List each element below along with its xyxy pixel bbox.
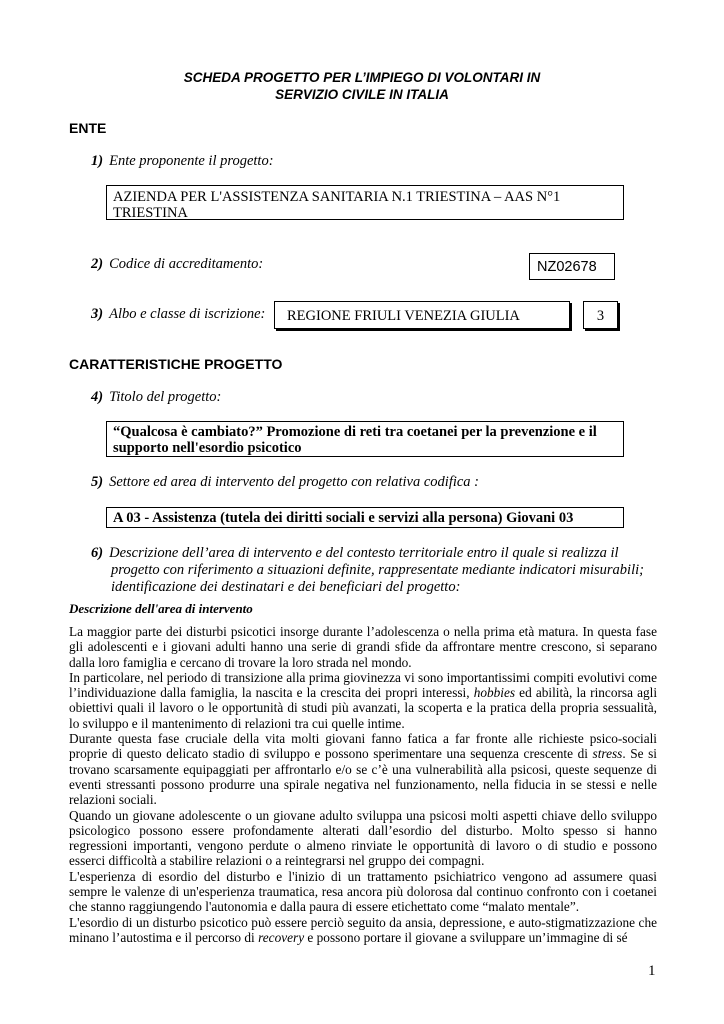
paragraph (69, 670, 657, 731)
albo-class-field: 3 (583, 301, 618, 329)
question-number: 3) (91, 306, 104, 322)
paragraph (69, 731, 657, 807)
question-label: Settore ed area di intervento del progetto con relativa codifica : (109, 474, 480, 490)
emphasis-text: hobbies (473, 685, 516, 701)
question-label: Albo e classe di iscrizione: (109, 306, 266, 322)
question-5 (91, 474, 479, 491)
question-1 (91, 153, 274, 170)
paragraph-text: Durante questa fase cruciale della vita molti giovani fanno fatica a far fronte alle richieste psico-sociali proprie di questo delicato stadio di sviluppo e possono sperimentare una sequenza crescente di (69, 731, 657, 762)
question-6 (91, 545, 661, 596)
document-title-line-1: SCHEDA PROGETTO PER L’IMPIEGO DI VOLONTARI IN (183, 70, 541, 85)
paragraph-text: e possono portare il giovane a sviluppare un’immagine di sé (307, 929, 628, 945)
question-number: 4) (91, 389, 104, 405)
emphasis-text: recovery (258, 929, 305, 945)
settore-area-field: A 03 - Assistenza (tutela dei diritti sociali e servizi alla persona) Giovani 03 (106, 507, 624, 528)
section-heading-ente: ENTE (69, 120, 107, 136)
paragraph-text: L'esordio di un disturbo psicotico può essere perciò seguito da ansia, depressione, e auto-stigmatizzazione che minano l’autostima e il percorso di (69, 914, 657, 945)
question-number: 1) (91, 153, 104, 169)
paragraph-text: In particolare, nel periodo di transizione alla prima giovinezza vi sono importantissimi compiti evolutivi come l’individuazione dalla famiglia, la nascita e la crescita dei propri interessi, (69, 669, 657, 701)
question-6-text-1: Descrizione dell’area di intervento e del contesto territoriale entro il quale si realizza il (109, 545, 619, 561)
paragraph-text: . Se si trovano scarsamente equipaggiati per affrontarlo e/o se c’è una vulnerabilità alla psicosi, queste sequenze di eventi stressanti possono produrre una spirale negativa nel funzionamento, nella fiducia in se stessi e nelle relazioni sociali. (69, 746, 658, 808)
question-number: 6) (91, 545, 104, 561)
codice-accreditamento-field: NZ02678 (529, 253, 615, 280)
project-title-field: “Qualcosa è cambiato?” Promozione di reti tra coetanei per la prevenzione e il supporto nell'esordio psicotico (106, 421, 624, 457)
document-title (100, 69, 624, 103)
question-6-line-2: progetto con riferimento a situazioni definite, rappresentate mediante indicatori misurabili; (111, 562, 644, 578)
question-number: 2) (91, 256, 104, 272)
albo-region-field: REGIONE FRIULI VENEZIA GIULIA (274, 301, 570, 329)
paragraph (69, 915, 657, 946)
question-3 (91, 306, 265, 323)
paragraph: La maggior parte dei disturbi psicotici insorge durante l’adolescenza o nella prima età matura. In questa fase gli adolescenti e i giovani adulti hanno una serie di grandi sfide da affrontare mentre crescono, si separano dalla loro famiglia e cercano di trovare la loro strada nel mondo. (69, 624, 657, 670)
question-6-line-3: identificazione dei destinatari e dei beneficiari del progetto: (111, 579, 461, 595)
description-body (69, 624, 657, 945)
question-number: 5) (91, 474, 104, 490)
question-2 (91, 256, 263, 273)
ente-proponente-field: AZIENDA PER L'ASSISTENZA SANITARIA N.1 TRIESTINA – AAS N°1 TRIESTINA (106, 185, 624, 220)
paragraph: L'esperienza di esordio del disturbo e l'inizio di un trattamento psichiatrico vengono ad assumere quasi sempre le valenze di un'esperienza traumatica, resa ancora più dolorosa dal continuo confronto con i coetanei che stanno raggiungendo l'autonomia e dalla paura di essere etichettato come “malato mentale”. (69, 868, 657, 915)
section-heading-caratteristiche: CARATTERISTICHE PROGETTO (69, 356, 283, 372)
question-label: Titolo del progetto: (109, 389, 222, 405)
page-number: 1 (648, 963, 656, 979)
question-label: Ente proponente il progetto: (109, 153, 274, 169)
subheading-descrizione: Descrizione dell'area di intervento (69, 601, 253, 616)
question-label: Codice di accreditamento: (109, 256, 264, 272)
question-6-line-1 (91, 545, 661, 562)
paragraph: Quando un giovane adolescente o un giovane adulto sviluppa una psicosi molti aspetti chiave dello sviluppo psicologico possono essere profondamente alterati dall’esordio del disturbo. Molto spesso si hanno regressioni importanti, vengono perdute o almeno rinviate le opportunità di lavoro o di studio e possono esserci difficoltà a stabilire relazioni o a reintegrarsi nel gruppo dei compagni. (69, 807, 657, 869)
paragraph-text: ed abilità, la rincorsa agli obiettivi quali il lavoro o le opportunità di studi più avanzati, la scoperta e la pratica della propria sessualità, lo sviluppo e il mantenimento di relazioni tra cui quelle intime. (69, 685, 658, 731)
question-4 (91, 389, 221, 406)
emphasis-text: stress (592, 746, 623, 762)
document-title-line-2: SERVIZIO CIVILE IN ITALIA (275, 87, 449, 102)
